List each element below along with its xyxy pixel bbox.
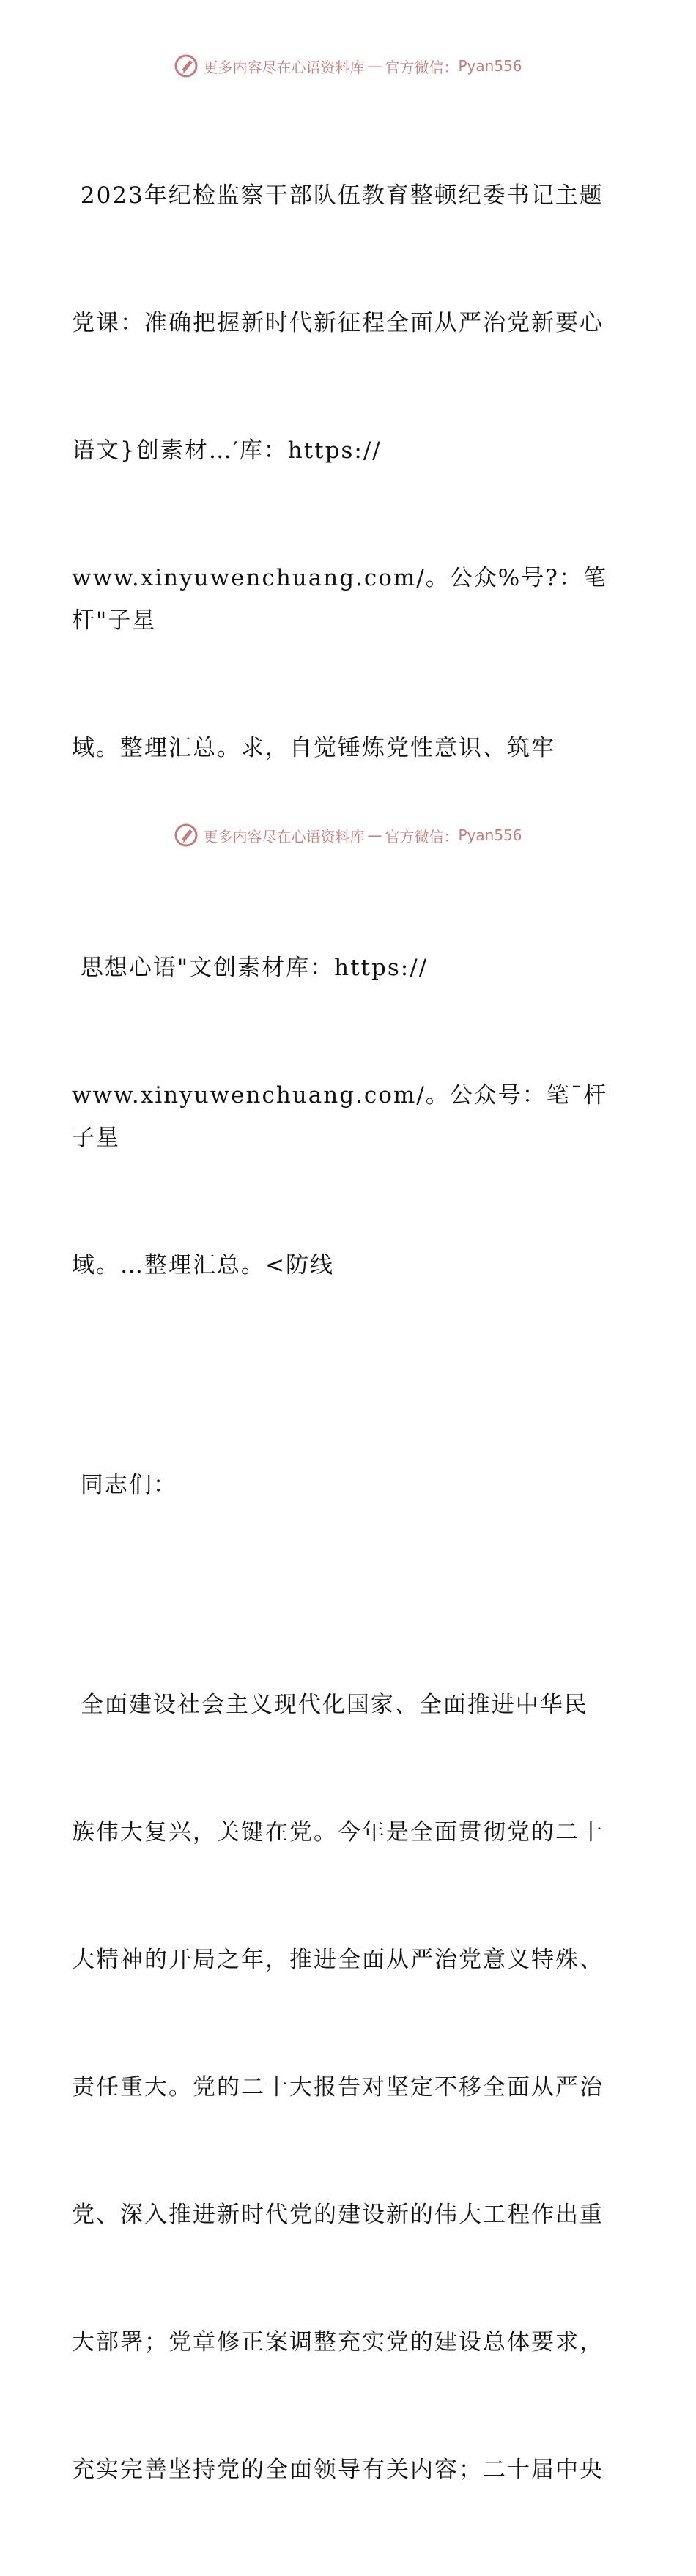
body-line: 充实完善坚持党的全面领导有关内容；二十届中央 bbox=[72, 2457, 604, 2483]
watermark-contact-id: Pyan556 bbox=[458, 57, 522, 75]
header-watermark bbox=[0, 51, 696, 81]
subtitle-line: www.xinyuwenchuang.com/。公众号：笔¯杆子星 bbox=[72, 1082, 608, 1151]
watermark-text: 更多内容尽在心语资料库 bbox=[203, 827, 365, 845]
title-line: www.xinyuwenchuang.com/。公众%号?：笔杆"子星 bbox=[72, 565, 607, 634]
watermark-contact-id: Pyan556 bbox=[458, 826, 522, 844]
title-line: 党课：准确把握新时代新征程全面从严治党新要心 bbox=[72, 310, 604, 336]
footer-watermark bbox=[0, 821, 696, 850]
body-line: 责任重大。党的二十大报告对坚定不移全面从严治 bbox=[72, 2074, 604, 2101]
greeting-line: 同志们： bbox=[72, 1472, 177, 1498]
pen-logo-icon bbox=[174, 53, 199, 78]
title-line: 2023年纪检监察干部队伍教育整顿纪委书记主题 bbox=[72, 182, 604, 209]
title-line: 域。整理汇总。求，自觉锤炼党性意识、筑牢 bbox=[72, 735, 555, 761]
document-subtitle bbox=[72, 862, 629, 1372]
document-title bbox=[72, 89, 629, 854]
pen-logo-icon bbox=[174, 823, 199, 848]
body-paragraph bbox=[72, 1599, 629, 2576]
watermark-text: 更多内容尽在心语资料库 bbox=[203, 58, 365, 76]
body-line: 全面建设社会主义现代化国家、全面推进中华民 bbox=[72, 1692, 588, 1718]
title-line: 语文}创素材…′库：https:// bbox=[72, 437, 382, 464]
watermark-contact-label: 官方微信： bbox=[385, 58, 459, 76]
body-line: 党、深入推进新时代党的建设新的伟大工程作出重 bbox=[72, 2202, 604, 2228]
watermark-separator: — bbox=[367, 826, 382, 844]
body-line: 大精神的开局之年，推进全面从严治党意义特殊、 bbox=[72, 1947, 604, 1973]
watermark-separator: — bbox=[367, 57, 382, 75]
greeting bbox=[72, 1379, 629, 1591]
subtitle-line: 思想心语"文创素材库：https:// bbox=[72, 955, 429, 981]
document-body bbox=[72, 89, 629, 2576]
body-line: 族伟大复兴，关键在党。今年是全面贯彻党的二十 bbox=[72, 1819, 604, 1846]
watermark-contact-label: 官方微信： bbox=[385, 827, 459, 845]
body-line: 大部署；党章修正案调整充实党的建设总体要求， bbox=[72, 2329, 604, 2355]
subtitle-line: 域。…整理汇总。<防线 bbox=[72, 1252, 334, 1278]
